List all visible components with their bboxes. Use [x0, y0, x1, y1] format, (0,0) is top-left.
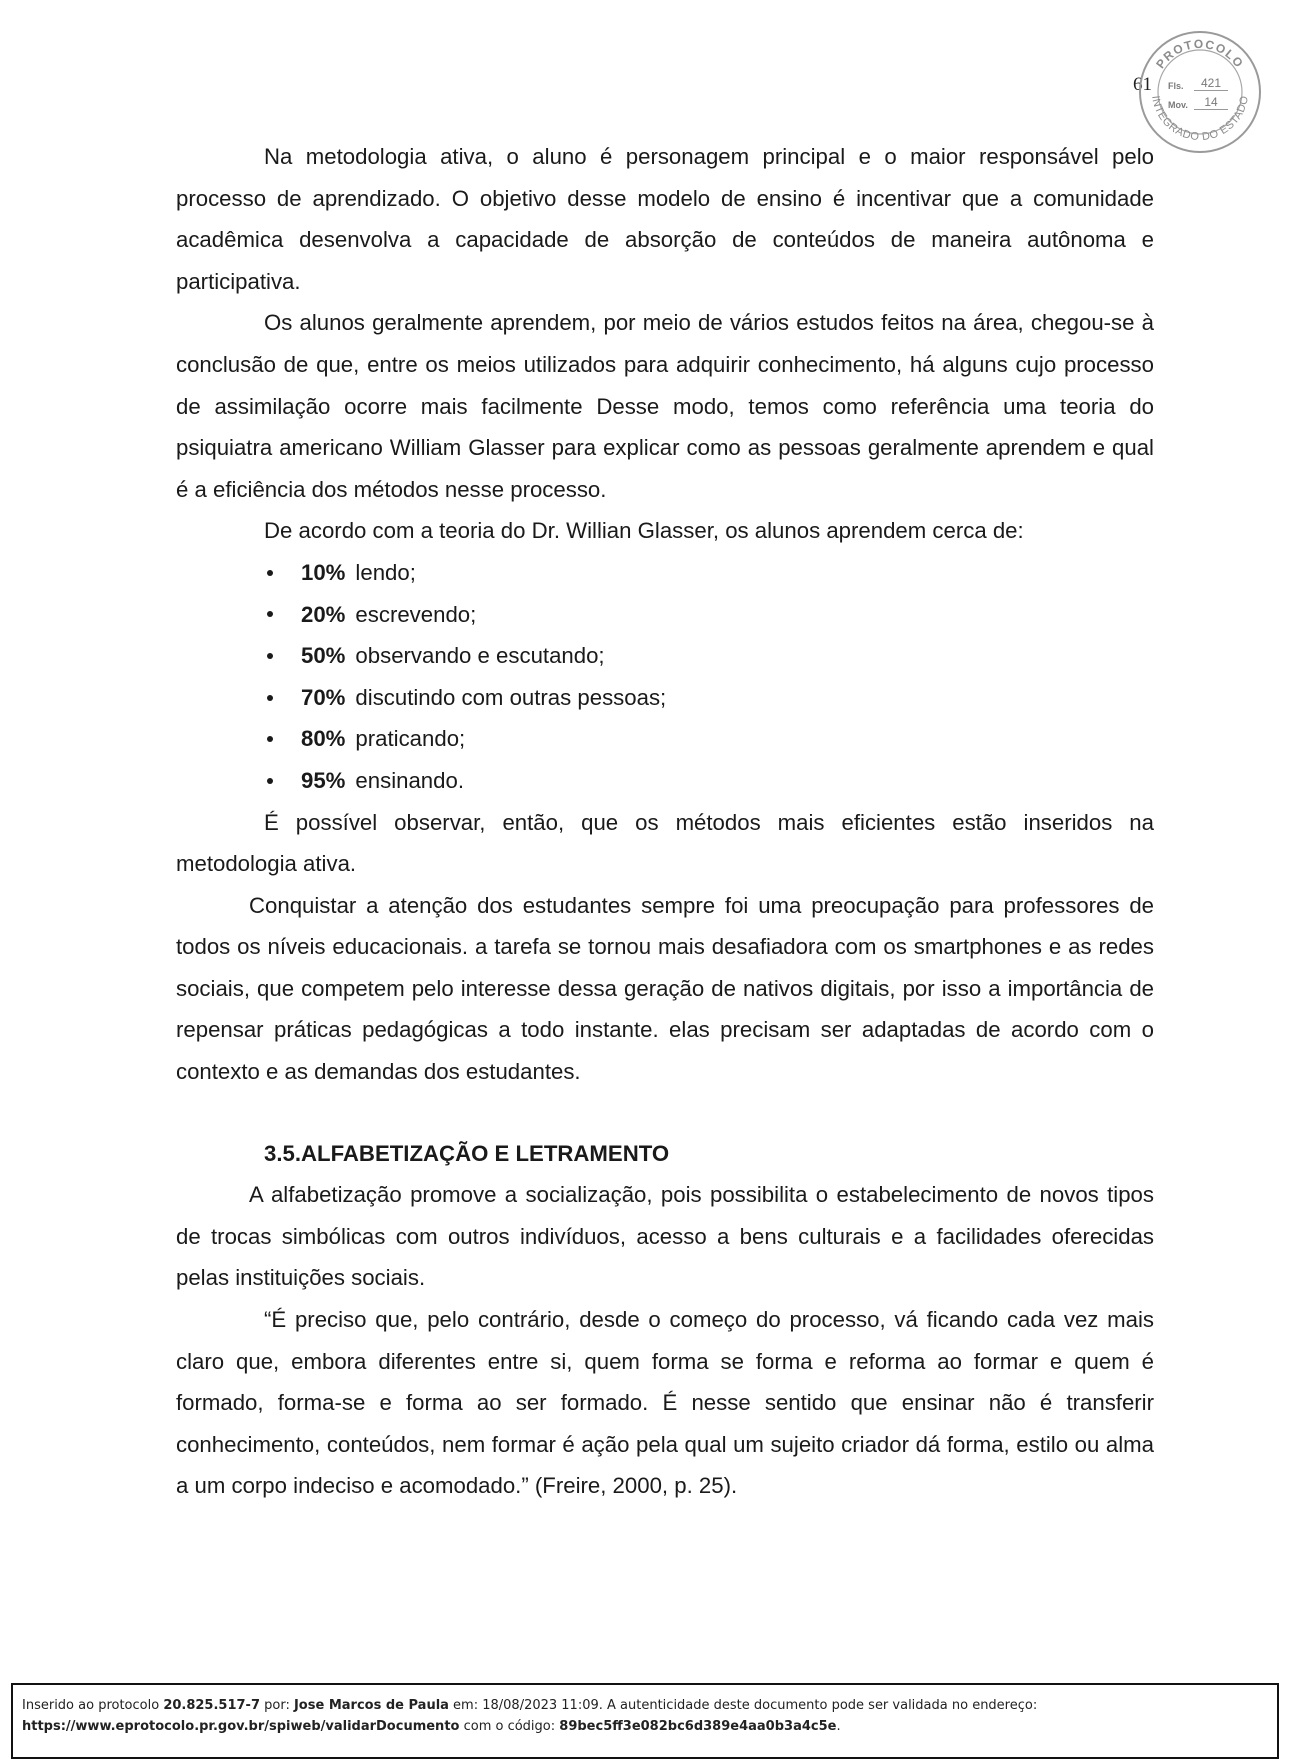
- paragraph: Na metodologia ativa, o aluno é personagem principal e o maior responsável pelo processo de aprendizado. O objetivo desse modelo de ensino é incentivar que a comunidade acadêmica desenvolva a capacidade de absorção de conteúdos de maneira autônoma e participativa.: [176, 144, 1154, 294]
- bullet-icon: [267, 778, 273, 784]
- list-item-text: lendo;: [355, 559, 416, 585]
- document-body: [176, 136, 1154, 1507]
- list-item-pct: 50%: [301, 643, 346, 669]
- footer-text: .: [836, 1719, 841, 1734]
- list-item-pct: 70%: [301, 684, 346, 710]
- mov-label: Mov.: [1168, 100, 1188, 110]
- footer-author: Jose Marcos de Paula: [293, 1698, 449, 1713]
- list-item-text: observando e escutando;: [355, 643, 605, 669]
- list-item: [176, 718, 1154, 760]
- list-item: [176, 594, 1154, 636]
- list-item: [176, 552, 1154, 594]
- bullet-icon: [267, 695, 273, 701]
- paragraph: A alfabetização promove a socialização, pois possibilita o estabelecimento de novos tipos de trocas simbólicas com outros indivíduos, acesso a bens culturais e a facilidades oferecidas pelas instituições sociais.: [176, 1182, 1154, 1291]
- section-heading: 3.5.ALFABETIZAÇÃO E LETRAMENTO: [264, 1140, 670, 1166]
- footer-text: por:: [260, 1698, 294, 1713]
- list-item-pct: 95%: [301, 767, 346, 793]
- paragraph: Os alunos geralmente aprendem, por meio de vários estudos feitos na área, chegou-se à conclusão de que, entre os meios utilizados para adquirir conhecimento, há alguns cujo processo de assimilação ocorre mais facilmente Desse modo, temos como referência uma teoria do psiquiatra americano William Glasser para explicar como as pessoas geralmente aprendem e qual é a eficiência dos métodos nesse processo.: [176, 310, 1154, 502]
- stamp-bottom-text: INTEGRADO DO ESTADO: [1149, 94, 1251, 144]
- footer-text: em: 18/08/2023 11:09. A autenticidade deste documento pode ser validada no endereço:: [448, 1698, 1038, 1713]
- learning-list: [176, 552, 1154, 802]
- footer-validation-link[interactable]: https://www.eprotocolo.pr.gov.br/spiweb/validarDocumento: [22, 1719, 460, 1734]
- bullet-icon: [267, 570, 273, 576]
- list-item: [176, 635, 1154, 677]
- list-item-text: escrevendo;: [355, 601, 477, 627]
- mov-value: 14: [1194, 96, 1228, 110]
- stamp-top-text: PROTOCOLO: [1153, 36, 1247, 72]
- list-item-pct: 20%: [301, 601, 346, 627]
- list-item: [176, 760, 1154, 802]
- footer-protocol-number: 20.825.517-7: [163, 1698, 260, 1713]
- quote-paragraph: “É preciso que, pelo contrário, desde o começo do processo, vá ficando cada vez mais claro que, embora diferentes entre si, quem forma se forma e reforma ao formar e quem é formado, forma-se e forma ao ser formado. É nesse sentido que ensinar não é transferir conhecimento, conteúdos, nem formar é ação pela qual um sujeito criador dá forma, estilo ou alma a um corpo indeciso e acomodado.” (Freire, 2000, p. 25).: [176, 1307, 1154, 1499]
- page-number: 61: [1133, 74, 1152, 95]
- paragraph: Conquistar a atenção dos estudantes sempre foi uma preocupação para professores de todos os níveis educacionais. a tarefa se tornou mais desafiadora com os smartphones e as redes sociais, que competem pelo interesse dessa geração de nativos digitais, por isso a importância de repensar práticas pedagógicas a todo instante. elas precisam ser adaptadas de acordo com o contexto e as demandas dos estudantes.: [176, 892, 1154, 1085]
- stamp-fields: [1168, 72, 1238, 110]
- fls-value: 421: [1194, 77, 1228, 91]
- fls-label: Fls.: [1168, 81, 1184, 91]
- bullet-icon: [267, 736, 273, 742]
- authenticity-footer: [11, 1683, 1279, 1759]
- paragraph: De acordo com a teoria do Dr. Willian Glasser, os alunos aprendem cerca de:: [264, 518, 1024, 544]
- bullet-icon: [267, 653, 273, 659]
- list-item-pct: 80%: [301, 726, 346, 752]
- footer-text: Inserido ao protocolo: [22, 1698, 164, 1713]
- list-item-text: ensinando.: [355, 767, 464, 793]
- footer-validation-code: 89bec5ff3e082bc6d389e4aa0b3a4c5e: [559, 1719, 837, 1734]
- paragraph: É possível observar, então, que os métodos mais eficientes estão inseridos na metodologia ativa.: [176, 809, 1154, 877]
- bullet-icon: [267, 611, 273, 617]
- protocol-stamp: [1138, 30, 1262, 154]
- list-item-text: discutindo com outras pessoas;: [355, 684, 667, 710]
- list-item-text: praticando;: [355, 726, 466, 752]
- footer-text: com o código:: [459, 1719, 560, 1734]
- list-item-pct: 10%: [301, 559, 346, 585]
- list-item: [176, 677, 1154, 719]
